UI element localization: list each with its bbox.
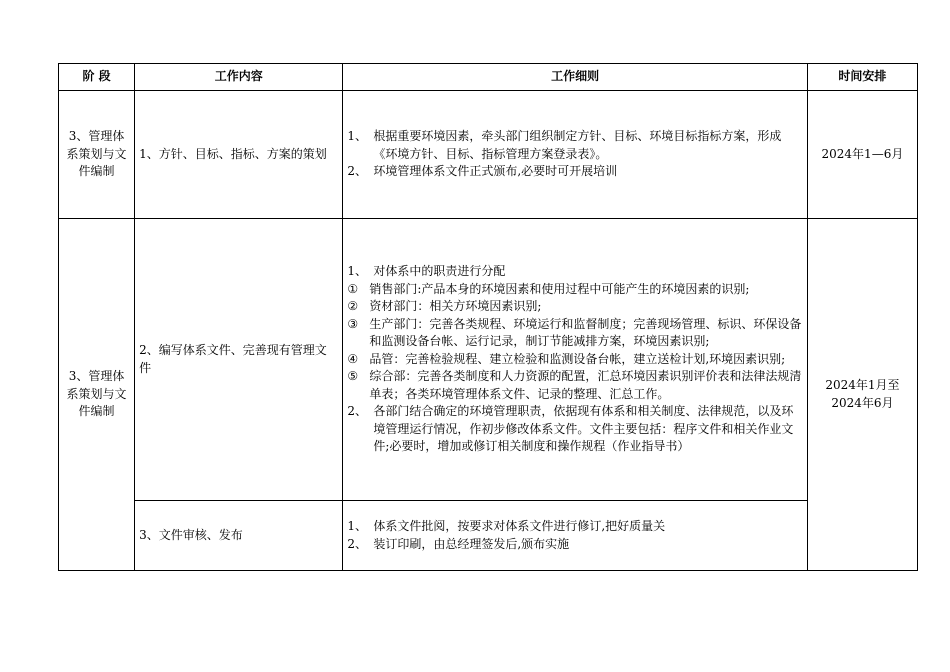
item-number: ② (347, 299, 359, 314)
header-time: 时间安排 (807, 64, 917, 91)
item-text: 各部门结合确定的环境管理职责，依据现有体系和相关制度、法律规范，以及环境管理运行情况，作初步修改体系文件。文件主要包括：程序文件和相关作业文件;必要时，增加或修订相关制度和操作规程（作业指导书） (373, 404, 794, 454)
item-number: 2、 (347, 404, 367, 419)
item-number: ① (347, 281, 359, 296)
table-row (59, 219, 918, 501)
item-number: 2、 (347, 164, 367, 179)
item-text: 品管：完善检验规程、建立检验和监测设备台帐，建立送检计划,环境因素识别; (369, 351, 786, 366)
header-detail: 工作细则 (343, 64, 808, 91)
content-cell: 1、方针、目标、指标、方案的策划 (135, 91, 343, 219)
header-content: 工作内容 (135, 64, 343, 91)
detail-item (347, 263, 803, 281)
detail-item (347, 351, 803, 369)
item-text: 装订印刷，由总经理签发后,颁布实施 (373, 536, 570, 551)
detail-item (347, 281, 803, 299)
detail-cell (343, 501, 808, 571)
header-stage: 阶 段 (59, 64, 135, 91)
time-cell: 2024年1—6月 (807, 91, 917, 219)
stage-cell: 3、管理体系策划与文件编制 (59, 91, 135, 219)
work-plan-table (58, 63, 918, 571)
item-text: 对体系中的职责进行分配 (373, 264, 506, 279)
table-row (59, 501, 918, 571)
detail-cell (343, 219, 808, 501)
item-number: 1、 (347, 264, 367, 279)
time-cell: 2024年1月至2024年6月 (807, 219, 917, 571)
content-cell: 3、文件审核、发布 (135, 501, 343, 571)
item-text: 综合部：完善各类制度和人力资源的配置，汇总环境因素识别评价表和法律法规清单表；各类环境管理体系文件、记录的整理、汇总工作。 (369, 369, 802, 401)
item-number: 1、 (347, 519, 367, 533)
detail-item (347, 128, 803, 163)
detail-item (347, 316, 803, 351)
detail-item (347, 518, 803, 536)
detail-cell (343, 91, 808, 219)
detail-item (347, 403, 803, 456)
item-number: ③ (347, 316, 359, 331)
item-text: 生产部门：完善各类规程、环境运行和监督制度；完善现场管理、标识、环保设备和监测设备台帐、运行记录，制订节能减排方案，环境因素识别; (369, 316, 802, 349)
stage-cell: 3、管理体系策划与文件编制 (59, 219, 135, 571)
item-text: 环境管理体系文件正式颁布,必要时可开展培训 (373, 164, 618, 179)
table-row (59, 91, 918, 219)
item-text: 资材部门：相关方环境因素识别; (369, 299, 542, 314)
table-header-row (59, 64, 918, 91)
item-text: 销售部门:产品本身的环境因素和使用过程中可能产生的环境因素的识别; (369, 281, 750, 296)
detail-item (347, 298, 803, 316)
item-number: 1、 (347, 129, 367, 144)
detail-item (347, 163, 803, 181)
item-text: 体系文件批阅，按要求对体系文件进行修订,把好质量关 (373, 519, 666, 533)
item-number: ④ (347, 351, 359, 366)
detail-item (347, 536, 803, 554)
item-number: ⑤ (347, 369, 359, 384)
detail-item (347, 368, 803, 403)
content-cell: 2、编写体系文件、完善现有管理文件 (135, 219, 343, 501)
item-number: 2、 (347, 536, 367, 551)
item-text: 根据重要环境因素，牵头部门组织制定方针、目标、环境目标指标方案，形成《环境方针、目标、指标管理方案登录表》。 (373, 129, 782, 161)
